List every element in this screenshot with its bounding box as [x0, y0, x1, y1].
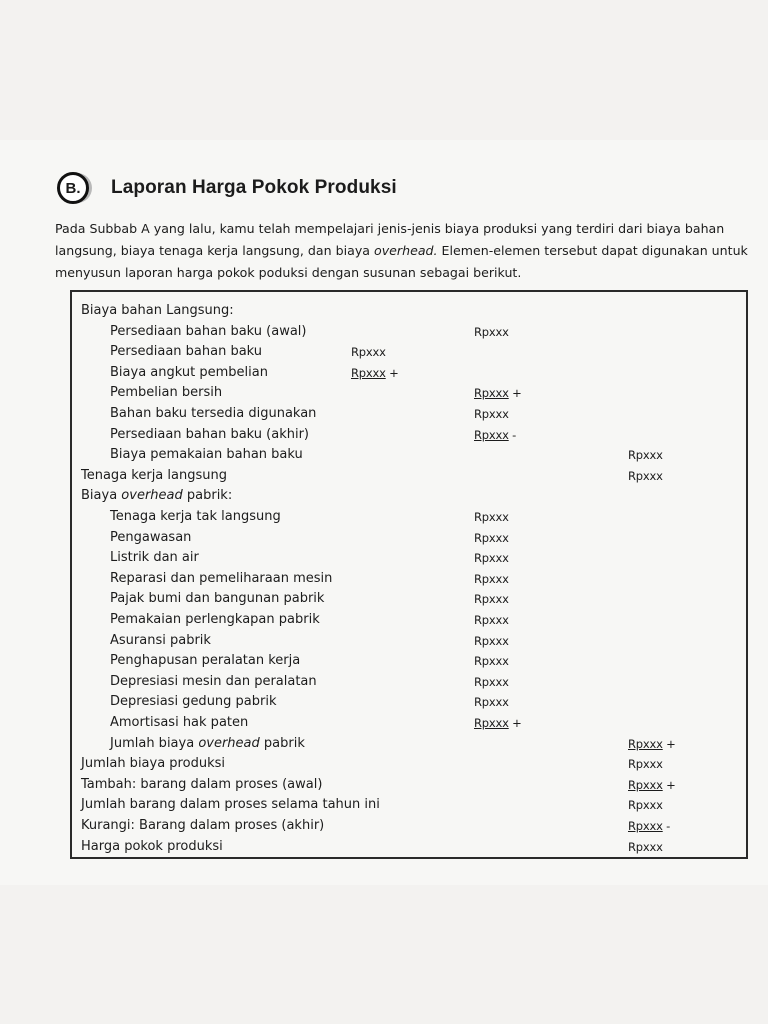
- report-row: [72, 466, 746, 486]
- intro-paragraph: [55, 218, 750, 284]
- intro-text-start: Pada Subbab A yang lalu, kamu telah mempelajari jenis-jenis biaya produksi yang terdiri dari biaya bahan langsung, biaya tenaga kerja langsung, dan biaya: [55, 221, 725, 258]
- row-label: Pemakaian perlengkapan pabrik: [110, 612, 320, 627]
- amount-c3: [628, 445, 663, 465]
- report-row: [72, 322, 746, 342]
- report-row: [72, 486, 746, 506]
- amount-c2: [474, 589, 509, 609]
- amount-value: Rpxxx: [474, 407, 509, 421]
- intro-text-end: Elemen-elemen tersebut dapat digunakan untuk menyusun laporan harga pokok poduksi dengan susunan sebagai berikut.: [55, 243, 748, 280]
- amount-c2: [474, 569, 509, 589]
- row-label: Kurangi: Barang dalam proses (akhir): [81, 818, 325, 833]
- amount-value: Rpxxx: [628, 777, 663, 792]
- amount-c2: [474, 322, 509, 342]
- report-row: [72, 631, 746, 651]
- intro-text: [55, 218, 750, 284]
- report-row: [72, 795, 746, 815]
- row-label-emphasis: overhead: [121, 488, 183, 504]
- amount-value: Rpxxx: [628, 468, 663, 483]
- amount-value: Rpxxx: [628, 736, 663, 751]
- row-label-part: pabrik: [259, 735, 305, 751]
- amount-value: Rpxxx: [474, 427, 509, 442]
- report-row: [72, 713, 746, 733]
- amount-value: Rpxxx: [628, 819, 663, 833]
- row-label-part: Jumlah biaya: [110, 735, 199, 751]
- row-label: Tenaga kerja langsung: [81, 467, 227, 483]
- amount-c2: [474, 713, 522, 733]
- amount-sign: +: [508, 386, 522, 401]
- report-row: [72, 425, 746, 445]
- amount-value: Rpxxx: [628, 757, 663, 772]
- row-label: Biaya angkut pembelian: [110, 364, 268, 380]
- report-row: [72, 610, 746, 630]
- report-row: [72, 734, 746, 754]
- report-row: [72, 651, 746, 671]
- row-label: Persediaan bahan baku (akhir): [110, 426, 310, 442]
- row-label: [81, 486, 232, 506]
- amount-c2: [474, 383, 522, 403]
- report-row: [72, 816, 746, 836]
- row-label: Penghapusan peralatan kerja: [110, 653, 301, 669]
- amount-value: Rpxxx: [628, 839, 663, 854]
- report-row: [72, 569, 746, 589]
- amount-c3: [628, 754, 663, 774]
- row-label: Depresiasi mesin dan peralatan: [110, 673, 317, 689]
- report-row: [72, 692, 746, 712]
- amount-sign: +: [662, 736, 676, 751]
- amount-c3: [628, 837, 663, 857]
- amount-c2: [474, 425, 516, 445]
- amount-c1: [351, 342, 386, 362]
- row-label: Bahan baku tersedia digunakan: [110, 406, 317, 421]
- amount-sign: -: [508, 427, 517, 442]
- amount-c3: [628, 734, 676, 754]
- amount-c3: [628, 795, 663, 815]
- amount-value: Rpxxx: [628, 448, 663, 463]
- report-row: [72, 589, 746, 609]
- row-label: Pengawasan: [110, 529, 192, 545]
- amount-sign: +: [508, 716, 522, 730]
- row-label: Depresiasi gedung pabrik: [110, 694, 277, 710]
- report-row: [72, 548, 746, 568]
- report-row: [72, 383, 746, 403]
- row-label: Biaya bahan Langsung:: [81, 303, 234, 318]
- row-label: Harga pokok produksi: [81, 838, 223, 854]
- amount-c2: [474, 404, 509, 424]
- row-label: Reparasi dan pemeliharaan mesin: [110, 570, 333, 586]
- row-label: Jumlah barang dalam proses selama tahun ini: [81, 797, 380, 813]
- row-label-part: Biaya: [81, 488, 122, 504]
- report-row: [72, 301, 746, 321]
- amount-value: Rpxxx: [474, 551, 509, 566]
- report-row: [72, 363, 746, 383]
- amount-c2: [474, 610, 509, 630]
- report-row: [72, 445, 746, 465]
- report-row: [72, 528, 746, 548]
- amount-sign: +: [662, 777, 676, 792]
- row-label: Pembelian bersih: [110, 385, 223, 401]
- row-label-emphasis: overhead: [198, 735, 260, 751]
- amount-value: Rpxxx: [474, 324, 509, 339]
- report-row: [72, 404, 746, 424]
- row-label: Jumlah biaya produksi: [81, 756, 225, 772]
- amount-sign: +: [385, 365, 399, 380]
- section-badge: B.: [57, 172, 89, 204]
- amount-value: Rpxxx: [474, 571, 509, 586]
- row-label: Biaya pemakaian bahan baku: [110, 447, 303, 463]
- row-label: Amortisasi hak paten: [110, 715, 249, 730]
- amount-value: Rpxxx: [474, 716, 509, 730]
- row-label: Listrik dan air: [110, 550, 199, 566]
- row-label: Tenaga kerja tak langsung: [110, 509, 281, 524]
- amount-c3: [628, 775, 676, 795]
- amount-c2: [474, 548, 509, 568]
- amount-sign: -: [662, 819, 671, 833]
- amount-value: Rpxxx: [474, 674, 509, 689]
- amount-value: Rpxxx: [474, 654, 509, 669]
- amount-c2: [474, 631, 509, 651]
- row-label: [110, 734, 305, 754]
- amount-c2: [474, 507, 509, 527]
- row-label: Asuransi pabrik: [110, 632, 211, 648]
- row-label-part: pabrik:: [182, 488, 233, 504]
- amount-c1: [351, 363, 399, 383]
- amount-value: Rpxxx: [474, 530, 509, 545]
- cost-of-production-report: [70, 290, 748, 859]
- report-row: [72, 775, 746, 795]
- row-label: Persediaan bahan baku (awal): [110, 323, 307, 339]
- amount-c2: [474, 528, 509, 548]
- report-row: [72, 837, 746, 857]
- amount-c2: [474, 672, 509, 692]
- section-heading: [57, 168, 397, 208]
- amount-value: Rpxxx: [628, 798, 663, 813]
- intro-emphasis: overhead.: [374, 243, 438, 258]
- section-title: Laporan Harga Pokok Produksi: [111, 177, 397, 198]
- report-row: [72, 672, 746, 692]
- amount-c3: [628, 466, 663, 486]
- row-label: Persediaan bahan baku: [110, 344, 263, 360]
- report-row: [72, 754, 746, 774]
- amount-c2: [474, 692, 509, 712]
- amount-value: Rpxxx: [474, 592, 509, 607]
- row-label: Tambah: barang dalam proses (awal): [81, 776, 323, 792]
- row-label: Pajak bumi dan bangunan pabrik: [110, 591, 325, 607]
- amount-c3: [628, 816, 670, 836]
- report-row: [72, 342, 746, 362]
- amount-value: Rpxxx: [474, 613, 509, 627]
- amount-value: Rpxxx: [474, 510, 509, 524]
- amount-value: Rpxxx: [474, 695, 509, 710]
- amount-value: Rpxxx: [474, 633, 509, 648]
- amount-value: Rpxxx: [351, 365, 386, 380]
- report-row: [72, 507, 746, 527]
- amount-c2: [474, 651, 509, 671]
- amount-value: Rpxxx: [351, 345, 386, 360]
- amount-value: Rpxxx: [474, 386, 509, 401]
